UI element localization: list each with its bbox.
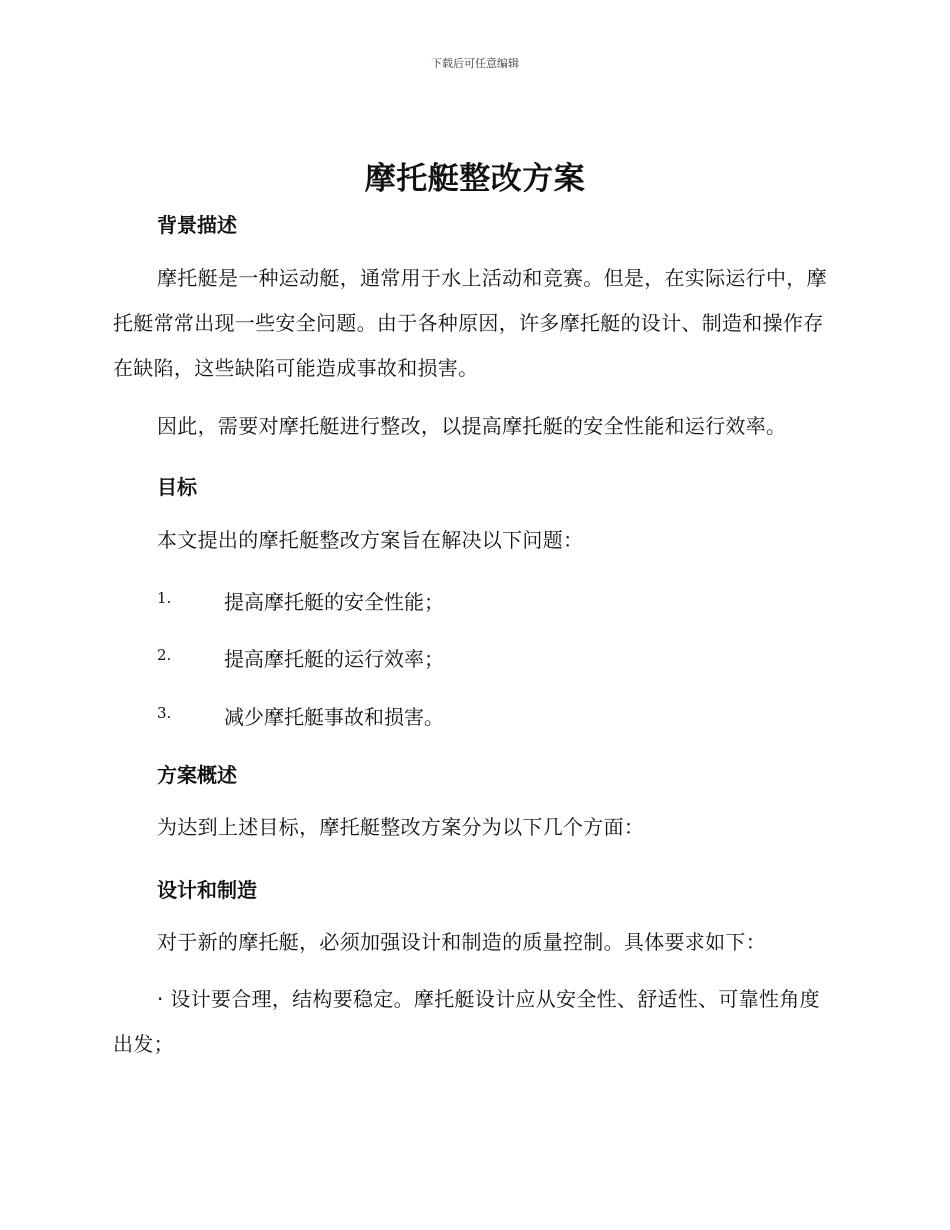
list-text: 提高摩托艇的运行效率； (224, 647, 444, 671)
list-number: 1. (157, 589, 172, 607)
design-paragraph-2: · 设计要合理，结构要稳定。摩托艇设计应从安全性、舒适性、可靠性角度出发； (113, 987, 820, 1056)
document-title: 摩托艇整改方案 (364, 161, 586, 197)
section-heading-goals: 目标 (157, 475, 197, 499)
background-paragraph-1: 摩托艇是一种运动艇，通常用于水上活动和竞赛。但是，在实际运行中，摩托艇常常出现一些安全问题。由于各种原因，许多摩托艇的设计、制造和操作存在缺陷，这些缺陷可能造成事故和损害。 (113, 266, 827, 380)
section-heading-background: 背景描述 (157, 213, 237, 237)
list-number: 3. (157, 704, 172, 722)
header-note: 下载后可任意编辑 (431, 57, 519, 70)
goals-intro: 本文提出的摩托艇整改方案旨在解决以下问题： (157, 528, 584, 552)
section-heading-design: 设计和制造 (157, 878, 257, 902)
list-number: 2. (157, 646, 172, 664)
design-paragraph-1: 对于新的摩托艇，必须加强设计和制造的质量控制。具体要求如下： (157, 930, 766, 954)
background-paragraph-2: 因此，需要对摩托艇进行整改，以提高摩托艇的安全性能和运行效率。 (157, 414, 787, 438)
list-text: 减少摩托艇事故和损害。 (224, 705, 444, 729)
section-heading-overview: 方案概述 (157, 763, 237, 787)
overview-intro: 为达到上述目标，摩托艇整改方案分为以下几个方面： (157, 815, 645, 839)
list-text: 提高摩托艇的安全性能； (224, 590, 444, 614)
